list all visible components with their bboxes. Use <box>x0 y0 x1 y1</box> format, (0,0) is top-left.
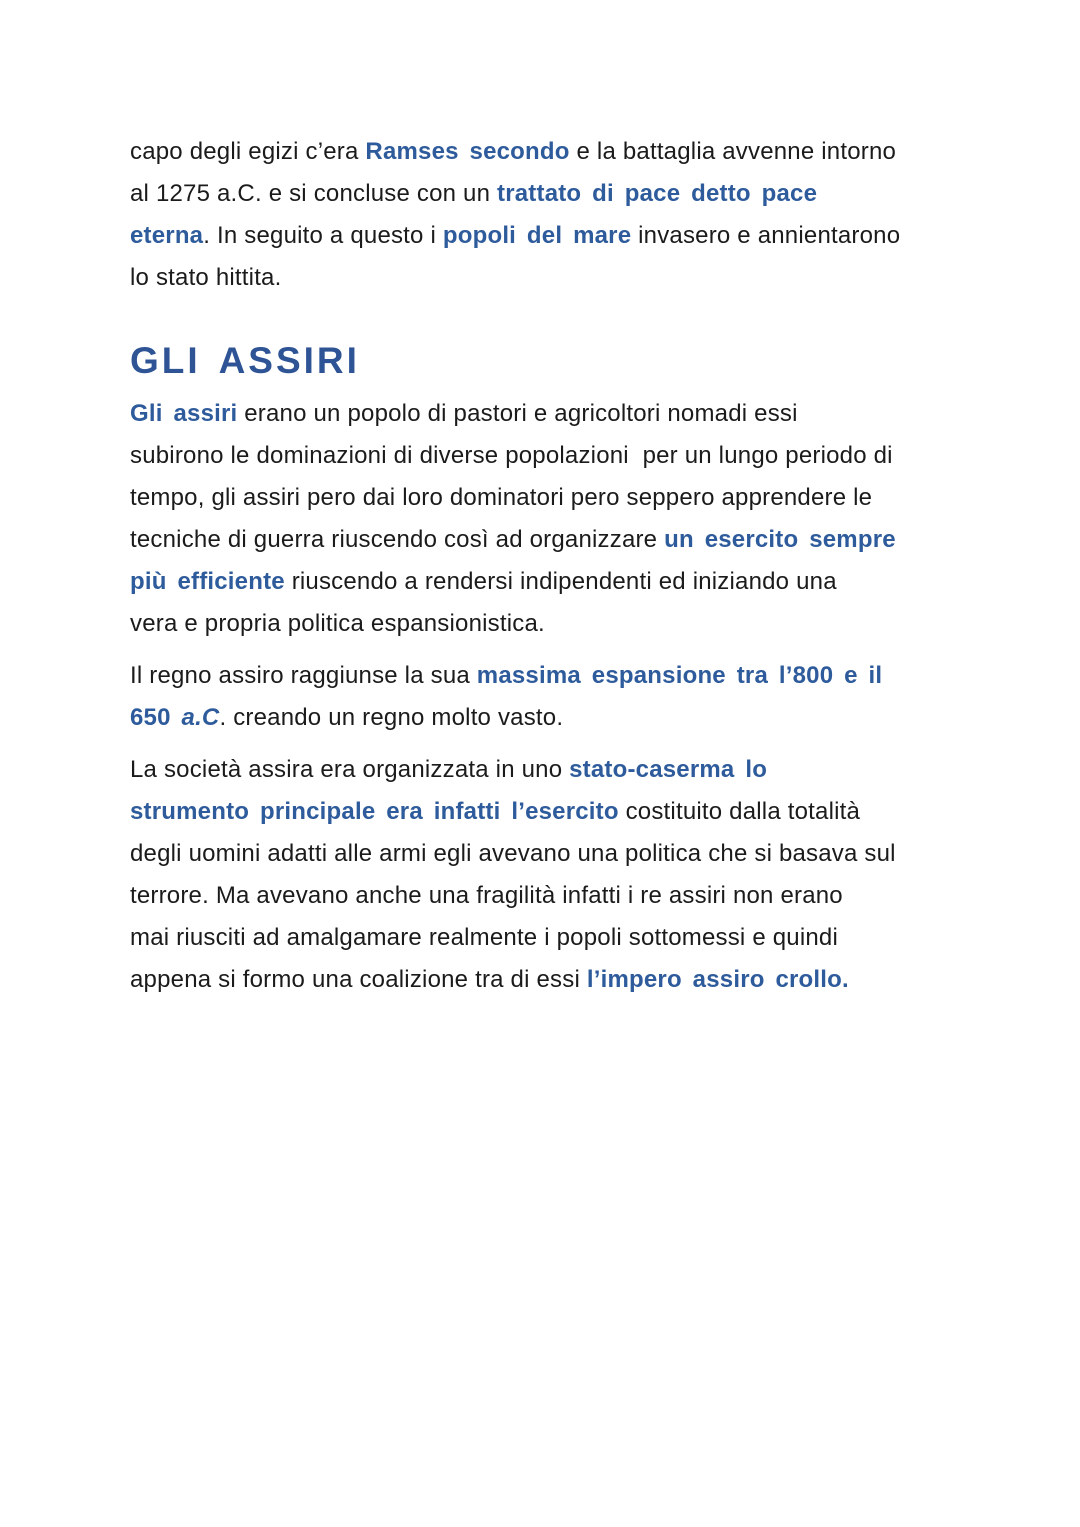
text-line <box>130 477 960 519</box>
text-line <box>130 173 960 215</box>
text-line <box>130 393 960 435</box>
text-run: vera e propria politica espansionistica. <box>130 610 545 637</box>
text-run: tecniche di guerra riuscendo così ad organizzare <box>130 526 665 553</box>
text-run: degli uomini adatti alle armi egli avevano una politica che si basava sul <box>130 840 896 867</box>
section-heading: GLI ASSIRI <box>130 340 360 381</box>
text-run: La società assira era organizzata in uno <box>130 756 570 783</box>
accent-text-run: popoli del mare <box>442 222 632 249</box>
text-line <box>130 519 960 561</box>
text-line <box>130 561 960 603</box>
text-run: riuscendo a rendersi indipendenti ed iniziando una <box>284 568 837 595</box>
paragraph <box>130 655 960 739</box>
accent-text-run: un esercito sempre <box>664 526 896 553</box>
paragraph <box>130 749 960 1001</box>
text-line <box>130 435 960 477</box>
accent-text-run: 650 <box>130 704 182 731</box>
text-run: capo degli egizi c’era <box>130 138 366 165</box>
accent-text-run: stato-caserma lo <box>569 756 768 783</box>
paragraph <box>130 393 960 645</box>
text-line <box>130 959 960 1001</box>
text-line <box>130 131 960 173</box>
text-run: . creando un regno molto vasto. <box>219 704 564 731</box>
text-line <box>130 833 960 875</box>
accent-text-run: Ramses secondo <box>365 138 570 165</box>
accent-text-run: trattato di pace detto pace <box>497 180 818 207</box>
text-run: lo stato hittita. <box>130 264 282 291</box>
text-run: invasero e annientarono <box>631 222 901 249</box>
text-run: . In seguito a questo i <box>203 222 443 249</box>
text-run: e la battaglia avvenne intorno <box>569 138 897 165</box>
accent-text-run: più efficiente <box>130 568 285 595</box>
paragraph <box>130 131 960 299</box>
accent-text-run: strumento principale era infatti l’esercito <box>130 798 619 825</box>
document-body <box>130 131 960 1001</box>
text-run: al 1275 a.C. e si concluse con un <box>130 180 498 207</box>
text-line <box>130 749 960 791</box>
text-run: costituito dalla totalità <box>618 798 861 825</box>
text-run: Il regno assiro raggiunse la sua <box>130 662 477 689</box>
accent-text-run: l’impero assiro crollo. <box>586 966 849 993</box>
text-line <box>130 791 960 833</box>
text-line <box>130 257 960 299</box>
accent-text-run: a.C <box>181 704 220 731</box>
text-run: subirono le dominazioni di diverse popolazioni per un lungo periodo di <box>130 442 893 469</box>
text-run: tempo, gli assiri pero dai loro dominatori pero seppero apprendere le <box>130 484 873 511</box>
text-line <box>130 215 960 257</box>
text-run: erano un popolo di pastori e agricoltori nomadi essi <box>237 400 798 427</box>
accent-text-run: Gli assiri <box>130 400 238 427</box>
text-run: terrore. Ma avevano anche una fragilità infatti i re assiri non erano <box>130 882 843 909</box>
text-run: mai riusciti ad amalgamare realmente i popoli sottomessi e quindi <box>130 924 838 951</box>
text-line <box>130 603 960 645</box>
text-line <box>130 697 960 739</box>
accent-text-run: massima espansione tra l’800 e il <box>476 662 883 689</box>
text-line <box>130 917 960 959</box>
text-line <box>130 655 960 697</box>
text-run: appena si formo una coalizione tra di essi <box>130 966 587 993</box>
text-line <box>130 875 960 917</box>
accent-text-run: eterna <box>130 222 204 249</box>
